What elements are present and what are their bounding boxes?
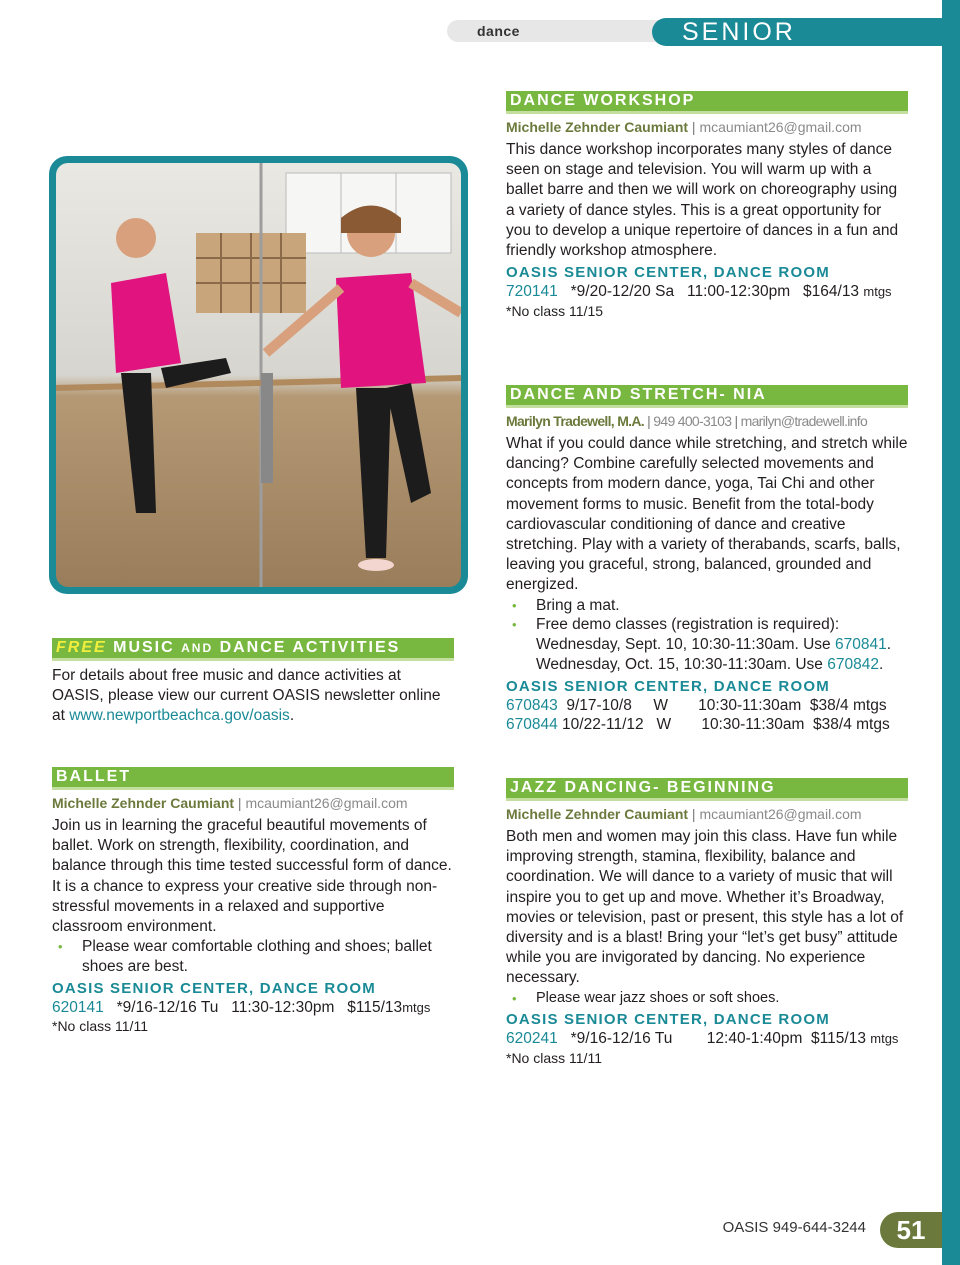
class-schedule [506,715,908,735]
instructor-line: Michelle Zehnder Caumiant | mcaumiant26@gmail.com [506,119,862,135]
course-code[interactable]: 670843 [506,696,558,714]
tab-label: dance [477,23,520,39]
class-description: Join us in learning the graceful beautiful movements of ballet. Work on strength, flexibility, coordination, and balance through this time tested successful form of dance. It is a chance to express your creative side through non-stressful movements in a relaxed and supportive classroom environment. [52,817,452,936]
dance-stretch-section [506,385,908,735]
class-location: OASIS SENIOR CENTER, DANCE ROOM [506,677,830,695]
demo-code[interactable]: 670841 [835,636,887,654]
instructor-name: Marilyn Tradewell, M.A. [506,413,644,429]
meetings-label: mtgs [863,284,892,300]
instructor-email[interactable]: mcaumiant26@gmail.com [699,119,862,135]
class-note: *No class 11/11 [52,1018,148,1035]
instructor-line: Michelle Zehnder Caumiant | mcaumiant26@gmail.com [506,806,862,822]
description-text: For details about free music and dance activities at OASIS, please view our current OASIS newsletter online at [52,667,441,725]
heading-part: DANCE ACTIVITIES [213,639,401,656]
meetings-label: mtgs [402,999,431,1015]
demo-code[interactable]: 670842 [827,656,879,674]
instructor-name: Michelle Zehnder Caumiant [506,119,689,135]
section-title-banner [652,18,942,74]
schedule-details: *9/20-12/20 Sa 11:00-12:30pm $164/13 [557,283,864,301]
section-tab-dance [447,20,662,42]
schedule-details: 9/17-10/8 W 10:30-11:30am $38/4 mtgs [557,696,887,714]
dance-photo-frame [49,156,468,594]
instructor-line: Marilyn Tradewell, M.A. | 949 400-3103 | marilyn@tradewell.info [506,413,868,429]
class-schedule [506,696,908,716]
footer-contact: OASIS 949-644-3244 [722,1219,866,1236]
section-heading: DANCE AND STRETCH- NIA [506,385,908,408]
class-schedule [52,998,454,1018]
bullet-text: Free demo classes (registration is required): [536,616,840,634]
class-note: *No class 11/11 [506,1049,602,1066]
punctuation: . [289,707,295,725]
class-location: OASIS SENIOR CENTER, DANCE ROOM [52,979,376,997]
bullet-list [52,937,454,977]
heading-part: MUSIC [106,639,182,656]
class-note: *No class 11/15 [506,302,604,319]
section-heading: JAZZ DANCING- BEGINNING [506,778,908,801]
instructor-line: Michelle Zehnder Caumiant | mcaumiant26@gmail.com [52,795,408,811]
bullet-list [506,989,908,1009]
class-description: What if you could dance while stretching, and stretch while dancing? Combine carefully selected movements and concepts from modern dance, yoga, Tai Chi and other movement forms to music. Benefit from the total-body cardiovascular conditioning of dance and creative stretching. Play with a variety of therabands, scarfs, balls, leaving you graceful, strong, balanced, grounded and energized. [506,435,908,594]
course-code[interactable]: 620141 [52,998,104,1016]
schedule-details: *9/16-12/16 Tu 11:30-12:30pm $115/13 [103,998,403,1016]
schedule-details: 10/22-11/12 W 10:30-11:30am $38/4 mtgs [557,716,890,734]
section-heading: DANCE WORKSHOP [506,91,908,114]
class-schedule [506,1029,908,1049]
bullet-list [506,596,908,675]
schedule-details: *9/16-12/16 Tu 12:40-1:40pm $115/13 [557,1030,871,1048]
heading-part: AND [181,641,214,655]
demo-text: Wednesday, Oct. 15, 10:30-11:30am. Use [536,656,828,674]
instructor-phone: 949 400-3103 [653,413,732,429]
bullet-item: • Bring a mat. [506,596,908,616]
instructor-name: Michelle Zehnder Caumiant [52,795,235,811]
oasis-link[interactable]: www.newportbeachca.gov/oasis [69,707,290,725]
course-code[interactable]: 720141 [506,283,558,301]
dance-photo [56,163,461,587]
instructor-name: Michelle Zehnder Caumiant [506,806,689,822]
free-activities-text [52,666,454,727]
course-code[interactable]: 620241 [506,1030,558,1048]
bullet-item: • Please wear comfortable clothing and shoes; ballet shoes are best. [52,937,454,977]
demo-text: Wednesday, Sept. 10, 10:30-11:30am. Use [536,636,835,654]
free-label: FREE [56,639,107,656]
page-number: 51 [880,1212,942,1248]
instructor-email[interactable]: mcaumiant26@gmail.com [245,795,408,811]
instructor-email[interactable]: marilyn@tradewell.info [740,413,868,429]
free-activities-section [52,638,454,727]
bullet-item: • Please wear jazz shoes or soft shoes. [506,989,908,1009]
class-description: Both men and women may join this class. Have fun while improving strength, stamina, flexibility, balance and coordination. We will dance to a variety of music that will inspire you to get up and move. Whether it’s Broadway, movies or television, past or present, this style has a lot of diversity and is a blast! Bring your “let’s get busy” attitude while you are invigorated by dancing. No experience necessary. [506,828,904,987]
bullet-item: • Free demo classes (registration is required): Wednesday, Sept. 10, 10:30-11:30am. Use 670841. Wednesday, Oct. 15, 10:30-11:30am. Use 670842. [506,615,908,674]
section-heading: BALLET [52,767,454,790]
class-schedule [506,282,908,302]
dance-workshop-section [506,91,908,320]
course-code[interactable]: 670844 [506,716,558,734]
section-title: SENIOR SERVICES [682,18,832,74]
class-description: This dance workshop incorporates many styles of dance seen on stage and television. You will warm up with a ballet barre and then we will work on choreography using a variety of dance styles. This is a great opportunity for you to develop a unique repertoire of dances in a fun and friendly workshop atmosphere. [506,141,899,260]
ballet-section [52,767,454,1035]
section-heading [52,638,454,661]
meetings-label: mtgs [870,1031,899,1047]
instructor-email[interactable]: mcaumiant26@gmail.com [699,806,862,822]
dancers-illustration [56,163,461,587]
class-location: OASIS SENIOR CENTER, DANCE ROOM [506,264,830,282]
jazz-section [506,778,908,1067]
class-location: OASIS SENIOR CENTER, DANCE ROOM [506,1011,830,1029]
side-color-bar [942,0,960,1265]
